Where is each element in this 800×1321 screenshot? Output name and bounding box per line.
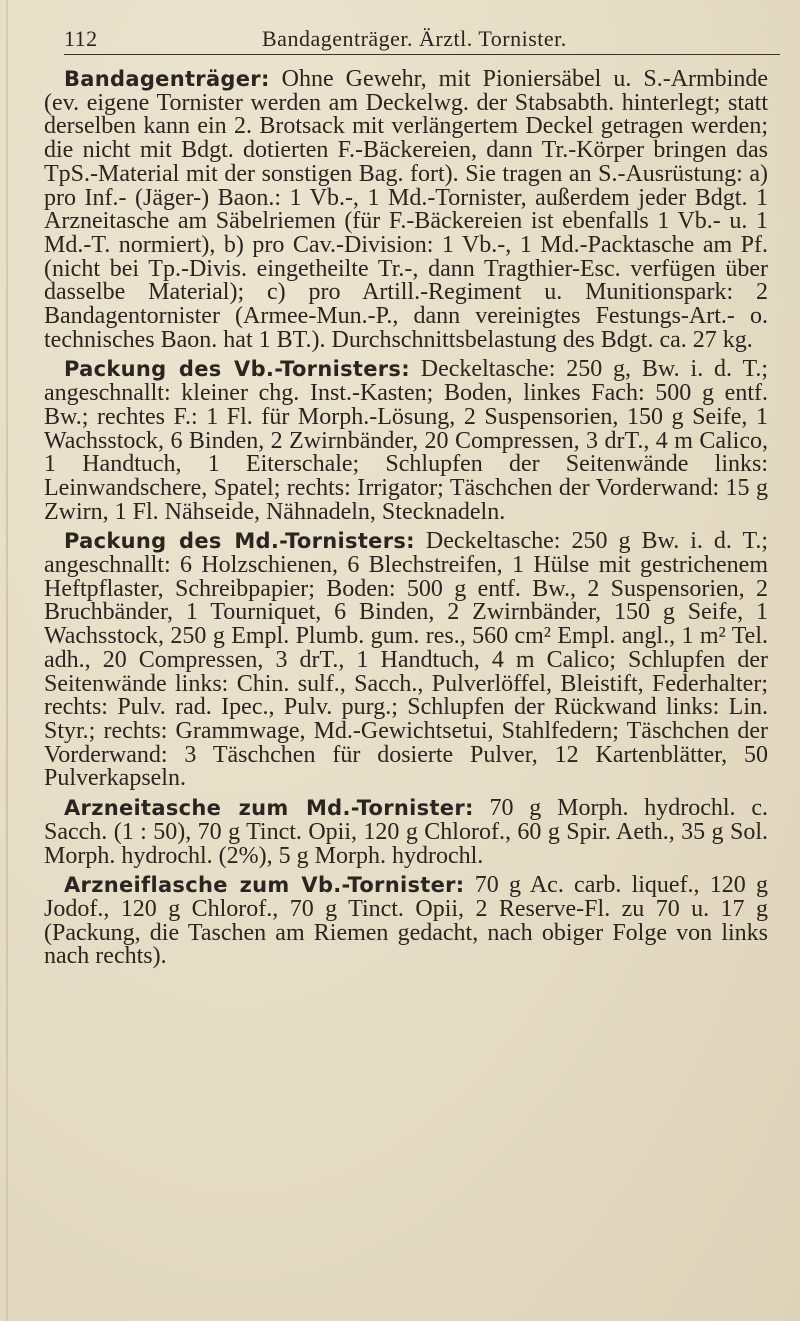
- page-edge-shadow: [6, 0, 8, 1321]
- lemma: Packung des Vb.-Tornisters:: [64, 357, 410, 382]
- paragraph-bandagentraeger: [44, 68, 768, 352]
- paragraph-text: Deckeltasche: 250 g, Bw. i. d. T.; angeschnallt: kleiner chg. Inst.-Kasten; Boden, linkes Fach: 500 g entf. Bw.; rechtes F.: 1 Fl. für Morph.-Lösung, 2 Suspensorien, 150 g Seife, 1 Wachsstock, 6 Binden, 2 Zwirnbänder, 20 Compressen, 3 drT., 4 m Calico, 1 Handtuch, 1 Eiterschale; Schlupfen der Seitenwände links: Leinwandschere, Spatel; rechts: Irrigator; Täschchen der Vorderwand: 15 g Zwirn, 1 Fl. Nähseide, Nähnadeln, Stecknadeln.: [44, 356, 768, 525]
- body-text: [44, 68, 768, 969]
- paragraph-text: Ohne Gewehr, mit Pioniersäbel u. S.-Armbinde (ev. eigene Tornister werden am Deckelwg. der Stabsabth. hinterlegt; statt derselben kann ein 2. Brotsack mit verlängertem Deckel getragen werden; die nicht mit Bdgt. dotierten F.-Bäckereien, dann Tr.-Körper bringen das TpS.-Material mit der sonstigen Bag. fort). Sie tragen an S.-Ausrüstung: a) pro Inf.- (Jäger-) Baon.: 1 Vb.-, 1 Md.-Tornister, außerdem jeder Bdgt. 1 Arzneitasche am Säbelriemen (für F.-Bäckereien ist ebenfalls 1 Vb.- u. 1 Md.-T. normiert), b) pro Cav.-Division: 1 Vb.-, 1 Md.-Packtasche am Pf. (nicht bei Tp.-Divis. eingetheilte Tr.-, dann Tragthier-Esc. verfügen über dasselbe Material); c) pro Artill.-Regiment u. Munitionspark: 2 Bandagentornister (Armee-Mun.-P., dann vereinigtes Festungs-Art.- o. technisches Baon. hat 1 BT.). Durchschnittsbelastung des Bdgt. ca. 27 kg.: [44, 66, 768, 353]
- paragraph-packung-md-tornister: [44, 530, 768, 791]
- paragraph-arzneiflasche: [44, 874, 768, 969]
- page-header: [64, 20, 764, 52]
- lemma: Arzneitasche zum Md.-Tornister:: [64, 796, 474, 821]
- running-head: Bandagenträger. Ärztl. Tornister.: [262, 26, 567, 51]
- paragraph-text: 70 g Ac. carb. liquef., 120 g Jodof., 120 g Chlorof., 70 g Tinct. Opii, 2 Reserve-Fl. zu 70 u. 17 g (Packung, die Taschen am Riemen gedacht, nach obiger Folge von links nach rechts).: [44, 872, 769, 970]
- lemma: Arzneiflasche zum Vb.-Tornister:: [64, 873, 465, 898]
- lemma: Packung des Md.-Tornisters:: [64, 529, 415, 554]
- paragraph-text: 70 g Morph. hydrochl. c. Sacch. (1 : 50), 70 g Tinct. Opii, 120 g Chlorof., 60 g Spir. Aeth., 35 g Sol. Morph. hydrochl. (2%), 5 g Morph. hydrochl.: [44, 795, 769, 869]
- page-number: 112: [64, 26, 98, 51]
- lemma: Bandagenträger:: [64, 67, 270, 91]
- header-rule: [64, 54, 780, 55]
- paragraph-arzneitasche: [44, 797, 768, 868]
- paragraph-text: Deckeltasche: 250 g Bw. i. d. T.; angeschnallt: 6 Holzschienen, 6 Blechstreifen, 1 Hülse mit gestrichenem Heftpflaster, Schreibpapier; Boden: 500 g entf. Bw., 2 Suspensorien, 2 Bruchbänder, 1 Tourniquet, 6 Binden, 2 Zwirnbänder, 150 g Seife, 1 Wachsstock, 250 g Empl. Plumb. gum. res., 560 cm² Empl. angl., 1 m² Tel. adh., 20 Compressen, 3 drT., 1 Handtuch, 4 m Calico; Schlupfen der Seitenwände links: Chin. sulf., Sacch., Pulverlöffel, Bleistift, Federhalter; rechts: Pulv. rad. Ipec., Pulv. purg.; Schlupfen der Rückwand links: Lin. Styr.; rechts: Grammwage, Md.-Gewichtsetui, Stahlfedern; Täschchen der Vorderwand: 3 Täschchen für dosierte Pulver, 12 Kartenblätter, 50 Pulverkapseln.: [44, 528, 768, 792]
- paragraph-packung-vb-tornister: [44, 358, 768, 524]
